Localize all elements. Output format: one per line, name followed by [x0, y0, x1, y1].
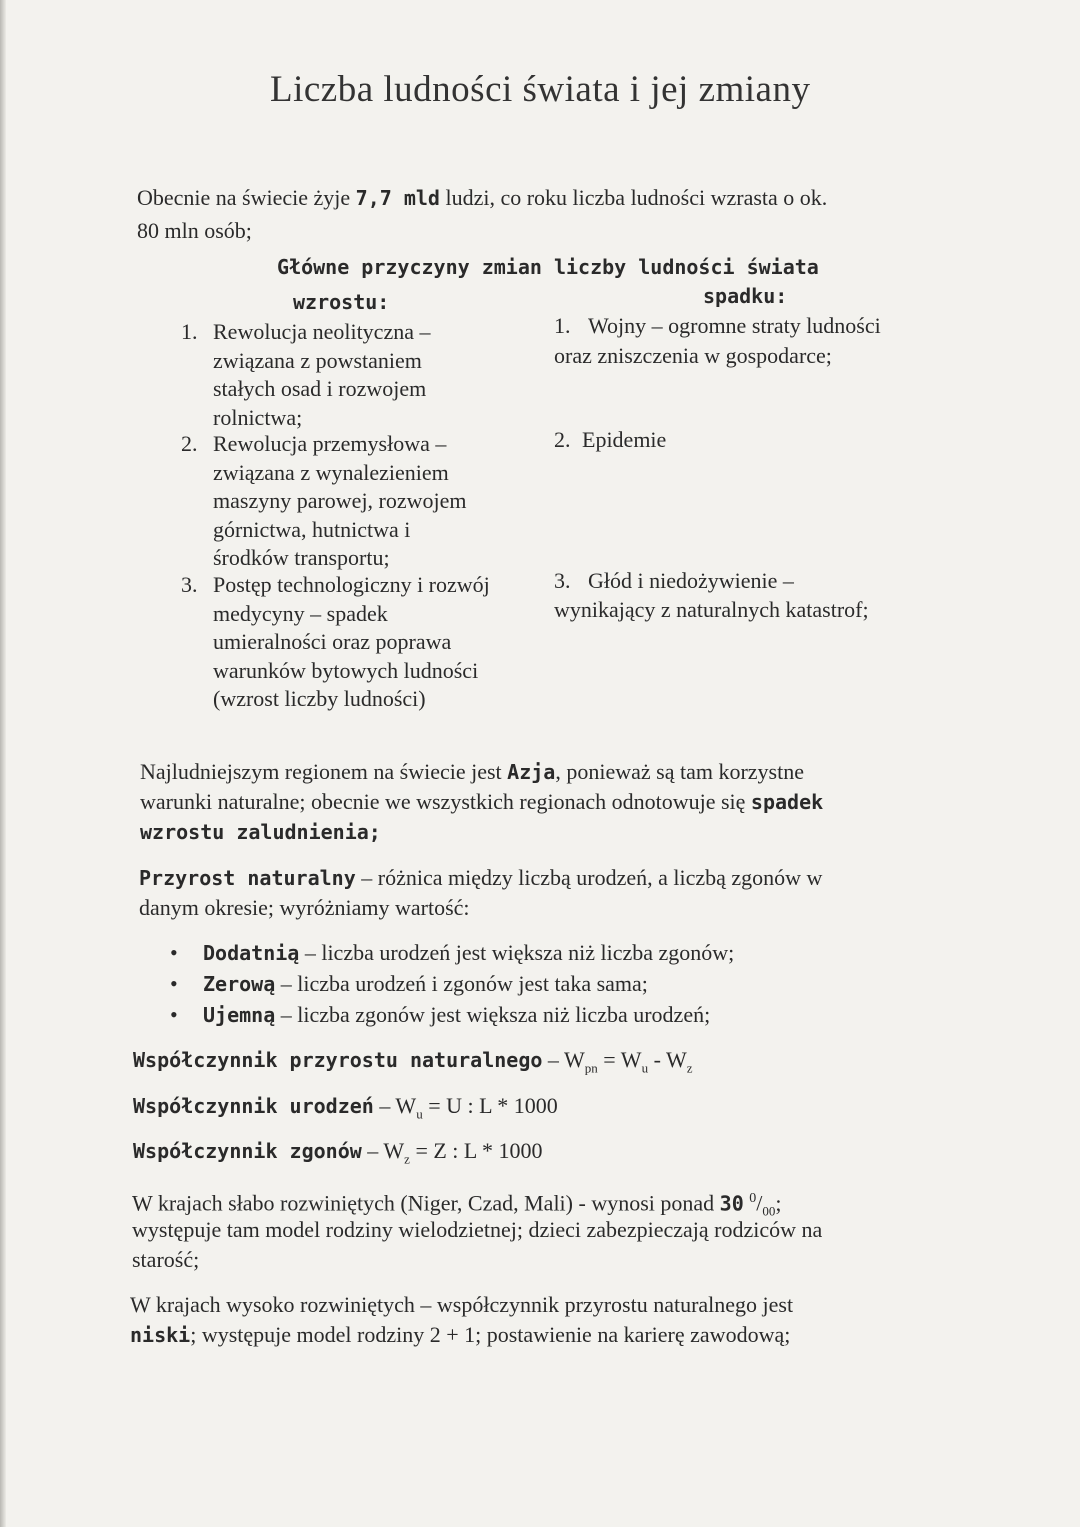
value-zero: Zerową – liczba urodzeń i zgonów jest taka sama;	[203, 971, 648, 996]
growth-definition-line-2: danym okresie; wyróżniamy wartość:	[139, 895, 470, 920]
document-page: Liczba ludności świata i jej zmiany Obecnie na świecie żyje 7,7 mld ludzi, co roku liczba ludności wzrasta o ok. 80 mln osób; Główne przyczyny zmian liczby ludności świata wzrostu: spadku: 1. Rewolucja neolityczna – związana z powstaniem stałych osad i rozwojem rolnictwa; 2. Rewolucja przemysłowa – związana z wynalezieniem maszyny parowej, rozwojem górnictwa, hutnictwa i środków transportu; 3. Postęp technologiczny i rozwój medycyny – spadek umieralności oraz poprawa warunków bytowych ludności (wzrost liczby ludności) 1. Wojny – ogromne straty ludności oraz zniszczenia w gospodarce; 2. Epidemie 3. Głód i niedożywienie – wynikający z naturalnych katastrof; Najludniejszym regionem na świecie jest Azja, ponieważ są tam korzystne warunki naturalne; obecnie we wszystkich regionach odnotowuje się spadek wzrostu zaludnienia; Przyrost naturalny – różnica między liczbą urodzeń, a liczbą zgonów w danym okresie; wyróżniamy wartość: • Dodatnią – liczba urodzeń jest większa niż liczba zgonów; • Zerową – liczba urodzeń i zgonów jest taka sama; • Ujemną – liczba zgonów jest większa niż liczba urodzeń; Współczynnik przyrostu naturalnego – $W_{pn} = W_u - W_z$ Współczynnik urodzeń – $W_u = U$ : L * 1000 Współczynnik zgonów – $W_z = Z$ : L * 1000 W krajach słabo rozwiniętych (Niger, Czad, Mali) - wynosi ponad 30 $^0/_{00}$; występuje tam model rodziny wielodzietnej; dzieci zabezpieczają rodziców na starość; W krajach wysoko rozwiniętych – współczynnik przyrostu naturalnego jest niski; występuje model rodziny 2 + 1; postawienie na karierę zawodową;	[0, 0, 1080, 1527]
formula-death-rate: Współczynnik zgonów – $W_z = Z$ : L * 1000	[133, 1138, 543, 1167]
formula-natural-growth: Współczynnik przyrostu naturalnego – $W_{pn} = W_u - W_z$	[133, 1047, 693, 1076]
poor-countries-line-3: starość;	[132, 1247, 200, 1272]
asia-line-2: warunki naturalne; obecnie we wszystkich regionach odnotowuje się spadek	[140, 789, 824, 814]
page-title: Liczba ludności świata i jej zmiany	[270, 69, 811, 110]
rich-countries-line-2: niski; występuje model rodziny 2 + 1; postawienie na karierę zawodową;	[130, 1322, 791, 1347]
growth-definition-line-1: Przyrost naturalny – różnica między liczbą urodzeń, a liczbą zgonów w	[139, 865, 823, 890]
poor-countries-line-2: występuje tam model rodziny wielodzietnej; dzieci zabezpieczają rodziców na	[132, 1217, 823, 1242]
decline-label: spadku:	[703, 284, 788, 308]
page-edge	[0, 0, 6, 1527]
bullet-icon: •	[170, 1002, 178, 1027]
value-positive: Dodatnią – liczba urodzeń jest większa niż liczba zgonów;	[203, 940, 735, 965]
bullet-icon: •	[170, 940, 178, 965]
growth-label: wzrostu:	[293, 290, 390, 314]
causes-heading: Główne przyczyny zmian liczby ludności świata	[277, 255, 819, 279]
formula-birth-rate: Współczynnik urodzeń – $W_u = U$ : L * 1000	[133, 1093, 558, 1122]
intro-line-2: 80 mln osób;	[137, 218, 252, 243]
intro-line-1: Obecnie na świecie żyje 7,7 mld ludzi, co roku liczba ludności wzrasta o ok.	[137, 185, 828, 210]
asia-line-1: Najludniejszym regionem na świecie jest Azja, ponieważ są tam korzystne	[140, 759, 804, 784]
bullet-icon: •	[170, 971, 178, 996]
poor-countries-line-1: W krajach słabo rozwiniętych (Niger, Czad, Mali) - wynosi ponad 30 $^0/_{00}$;	[132, 1190, 782, 1219]
rich-countries-line-1: W krajach wysoko rozwiniętych – współczynnik przyrostu naturalnego jest	[130, 1292, 794, 1317]
asia-line-3: wzrostu zaludnienia;	[140, 820, 381, 844]
value-negative: Ujemną – liczba zgonów jest większa niż liczba urodzeń;	[203, 1002, 711, 1027]
